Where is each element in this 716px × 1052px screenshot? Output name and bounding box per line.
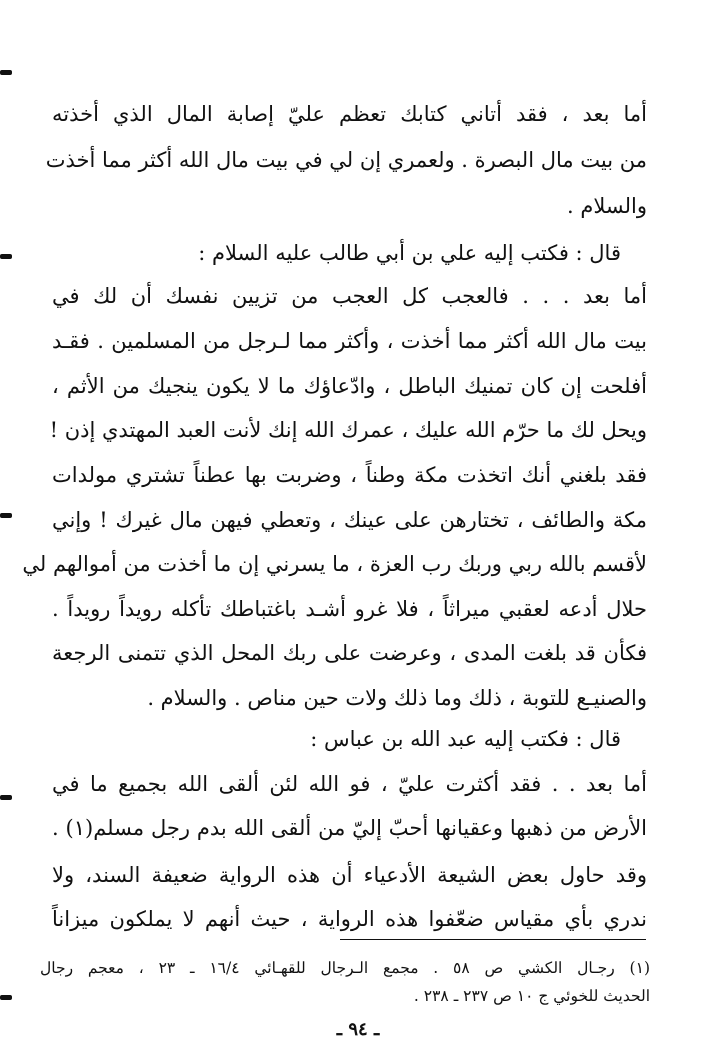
- binding-mark: [0, 254, 12, 259]
- body-line: أفلحت إن كان تمنيك الباطل ، وادّعاؤك ما لا يكون ينجيك من الأثم ،: [52, 374, 647, 398]
- body-line: فقد بلغني أنك اتخذت مكة وطناً ، وضربت بها عطناً تشتري مولدات: [52, 463, 647, 487]
- body-line: لأقسم بالله ربي وربك رب العزة ، ما يسرني إن ما أخذت من أموالهم لي: [22, 552, 647, 576]
- body-line: من بيت مال البصرة . ولعمري إن لي في بيت مال الله أكثر مما أخذت: [45, 148, 647, 172]
- body-line: وقد حاول بعض الشيعة الأدعياء أن هذه الرواية ضعيفة السند، ولا: [52, 863, 647, 887]
- body-line: أما بعد . . . فالعجب كل العجب من تزيين نفسك أن لك في: [52, 284, 647, 308]
- body-line: أما بعد . . فقد أكثرت عليّ ، فو الله لئن ألقى الله بجميع ما في: [52, 772, 647, 796]
- body-line: والسلام .: [567, 194, 647, 218]
- body-line: الأرض من ذهبها وعقيانها أحبّ إليّ من ألقى الله بدم رجل مسلم(١) .: [52, 816, 647, 840]
- page-number: ـ ٩٤ ـ: [336, 1019, 380, 1040]
- body-line: فكأن قد بلغت المدى ، وعرضت على ربك المحل الذي تتمنى الرجعة: [52, 641, 647, 665]
- binding-mark: [0, 995, 12, 1000]
- body-line: حلال أدعه لعقبي ميراثاً ، فلا غرو أشـد باغتباطك تأكله رويداً رويداً .: [52, 597, 647, 621]
- binding-mark: [0, 513, 12, 518]
- body-line: ويحل لك ما حرّم الله عليك ، عمرك الله إنك لأنت العبد المهتدي إذن !: [49, 418, 647, 442]
- binding-mark: [0, 795, 12, 800]
- body-line: أما بعد ، فقد أتاني كتابك تعظم عليّ إصابة المال الذي أخذته: [52, 102, 647, 126]
- footnote-line: (١) رجـال الكشي ص ٥٨ . مجمع الـرجال للقهـائي ١٦/٤ ـ ٢٣ ، معجم رجال: [40, 959, 650, 977]
- body-line: والصنيـع للتوبة ، ذلك وما ذلك ولات حين مناص . والسلام .: [147, 686, 647, 710]
- body-line: ندري بأي مقياس ضعّفوا هذه الرواية ، حيث أنهم لا يملكون ميزاناً: [52, 907, 647, 931]
- binding-mark: [0, 70, 12, 75]
- footnote-separator: [340, 939, 646, 940]
- body-line: بيت مال الله أكثر مما أخذت ، وأكثر مما لـرجل من المسلمين . فقـد: [52, 329, 647, 353]
- body-line: مكة والطائف ، تختارهن على عينك ، وتعطي فيهن مال غيرك ! وإني: [52, 508, 647, 532]
- section-heading: قال : فكتب إليه علي بن أبي طالب عليه السلام :: [198, 241, 621, 265]
- footnote-line: الحديث للخوئي ج ١٠ ص ٢٣٧ ـ ٢٣٨ .: [413, 987, 650, 1005]
- section-heading: قال : فكتب إليه عبد الله بن عباس :: [310, 727, 621, 751]
